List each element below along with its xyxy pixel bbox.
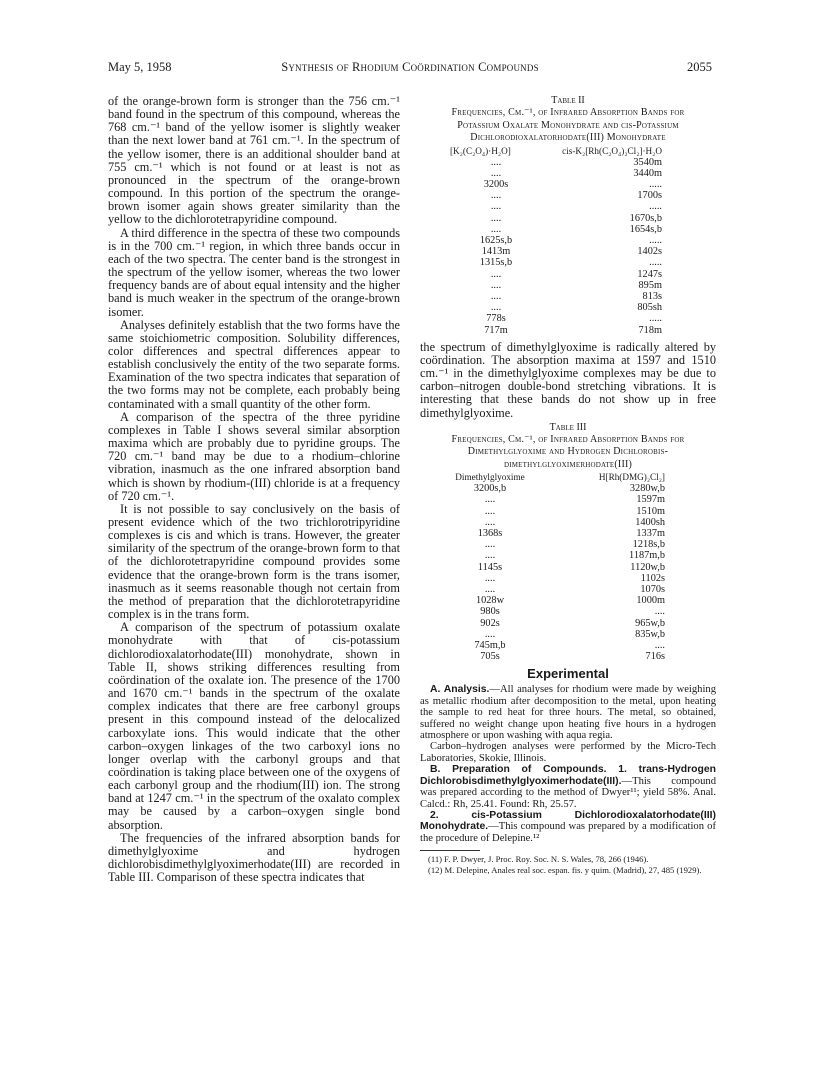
table-row (430, 640, 665, 651)
body-paragraph: of the orange-brown form is stronger than the 756 cm.⁻¹ band found in the spectrum of this compound, whereas the 768 cm.⁻¹ band of the yellow isomer is slightly weaker than the next lower band at 761 cm.⁻¹. In the spectrum of the yellow isomer, there is an additional shoulder band at 755 cm.⁻¹ which is not found or at least is not as pronounced in the spectrum of the orange-brown compound. In this portion of the spectrum the orange-brown isomer again shows greater similarity than the yellow to the dichlorotetrapyridine compound. (108, 94, 400, 227)
preparation-label: B. Preparation of Compounds. 1. trans-Hydrogen Dichlorobisdimethylglyoximerhodate(III). (420, 764, 716, 787)
table-cell: 3280w,b (629, 483, 665, 495)
table-cell: .... (484, 516, 496, 528)
header-title: Synthesis of Rhodium Coördination Compounds (281, 60, 539, 74)
table-cell: .... (484, 539, 496, 551)
preparation-2-label: 2. cis-Potassium Dichlorodioxalatorhodate(III) Monohydrate. (420, 809, 716, 833)
table-3-grid (430, 471, 665, 662)
footnote-divider (420, 850, 480, 851)
left-column (108, 95, 400, 884)
table-cell: 1218s,b (632, 539, 665, 551)
preparation-2-text: —This compound was prepared by a modification of the procedure of Delepine.¹² (420, 821, 716, 844)
table-cell: 745m,b (474, 640, 506, 652)
table-cell: .... (490, 212, 502, 224)
table-cell: .... (490, 156, 502, 168)
table-cell: .... (484, 550, 496, 562)
table-row (430, 528, 665, 539)
table-2 (420, 95, 716, 336)
table-cell: 805sh (637, 302, 662, 314)
table-cell: 1625s,b (479, 234, 513, 246)
table-cell: ..... (649, 313, 662, 325)
table-2-grid (450, 145, 662, 336)
table-row (450, 325, 662, 336)
footnote: (12) M. Delepine, Anales real soc. espan. fis. y quim. (Madrid), 27, 485 (1929). (428, 864, 702, 875)
table-row (430, 629, 665, 640)
table-row (430, 539, 665, 550)
table-cell: 1400sh (635, 516, 665, 528)
table-title-line: Dichlorodioxalatorhodate(III) Monohydrate (470, 132, 666, 143)
table-cell: 965w,b (635, 617, 665, 629)
table-cell: .... (484, 628, 496, 640)
table-cell: 717m (484, 324, 508, 336)
table-cell: 716s (645, 651, 665, 663)
table-row (450, 224, 662, 235)
table-cell: .... (490, 279, 502, 291)
table-row (450, 302, 662, 313)
table-cell: 1670s,b (629, 212, 662, 224)
table-cell: 980s (480, 606, 500, 618)
footnote: (11) F. P. Dwyer, J. Proc. Roy. Soc. N. S. Wales, 78, 266 (1946). (428, 854, 649, 865)
table-cell: 1145s (477, 561, 503, 573)
analysis-text: —All analyses for rhodium were made by weighing as metallic rhodium after decomposition to the metal, upon heating the sample to red heat for three hours. The metal, so obtained, suffered no weight change upon heating five hours in a hydrogen atmosphere or upon washing with aqua regia. (420, 684, 716, 742)
table-cell: 3200s (483, 178, 509, 190)
table-header-row (450, 145, 662, 157)
table-row (450, 291, 662, 302)
experimental-paragraph (420, 684, 716, 741)
table-cell: 895m (638, 279, 662, 291)
table-cell: .... (490, 268, 502, 280)
section-heading: Experimental (527, 666, 609, 682)
body-paragraph: the spectrum of dimethylglyoxime is radically altered by coördination. The absorption maxima at 1597 and 1510 cm.⁻¹ in the dimethylglyoxime complexes may be due to carbon–nitrogen double-bond stretching vibrations. It is interesting that these bands do not show up in free dimethylglyoxime. (420, 339, 716, 420)
preparation-text: —This compound was prepared according to the method of Dwyer¹¹; yield 58%. Anal. Calcd.: Rh, 25.41. Found: Rh, 25.57. (420, 775, 716, 810)
table-row (450, 235, 662, 246)
table-cell: .... (654, 640, 665, 652)
table-cell: 778s (486, 313, 506, 325)
analysis-label: A. Analysis. (430, 684, 490, 696)
table-row (430, 494, 665, 505)
table-row (430, 483, 665, 494)
experimental-paragraph: Carbon–hydrogen analyses were performed by the Micro-Tech Laboratories, Skokie, Illinois. (420, 741, 716, 764)
table-cell: .... (484, 494, 496, 506)
table-row (450, 190, 662, 201)
table-cell: .... (490, 167, 502, 179)
running-header (108, 60, 712, 78)
table-cell: .... (490, 201, 502, 213)
page-number: 2055 (687, 60, 712, 74)
right-column (420, 95, 716, 875)
table-cell: 1315s,b (479, 257, 513, 269)
table-row (450, 179, 662, 190)
table-row (450, 280, 662, 291)
table-row (450, 157, 662, 168)
table-cell: .... (654, 606, 665, 618)
table-cell: 1402s (637, 246, 662, 258)
table-cell: .... (484, 584, 496, 596)
table-title-line: Frequencies, Cm.⁻¹, of Infrared Absorption Bands for (451, 433, 685, 445)
table-3 (420, 422, 716, 663)
table-row (450, 246, 662, 257)
table-cell: 902s (480, 617, 500, 629)
body-paragraph: It is not possible to say conclusively on the basis of present evidence which of the two trichlorotripyridine complexes is cis and which is trans. However, the greater similarity of the spectrum of the orange-brown form to that of the dichlorotetrapyridine compound provides some evidence that the orange-brown form is the trans isomer, inasmuch as it seems reasonable though not certain from the method of preparation that the dichlorotetrapyridine complex is in the trans form. (108, 501, 400, 622)
table-cell: 813s (642, 290, 662, 302)
table-cell: 1368s (477, 528, 503, 539)
table-row (450, 257, 662, 268)
table-row (450, 168, 662, 179)
table-caption: Table III (549, 421, 587, 433)
table-row (450, 269, 662, 280)
table-cell: .... (484, 572, 496, 584)
table-cell: 1187m,b (629, 550, 665, 562)
table-cell: 3440m (633, 167, 662, 179)
body-paragraph: A comparison of the spectra of the three pyridine complexes in Table I shows several similar absorption maxima which are probably due to pyridine groups. The 720 cm.⁻¹ band may be due to a rhodium–chlorine vibration, inasmuch as the one infrared absorption band which is shown by rhodium-(III) chloride is at a frequency of 720 cm.⁻¹. (108, 409, 400, 503)
table-row (430, 651, 665, 662)
header-date: May 5, 1958 (108, 60, 172, 74)
column-header: H[Rh(DMG)₂Cl₂] (598, 472, 665, 483)
table-row (430, 595, 665, 606)
table-cell: 1102s (640, 572, 665, 584)
table-cell: .... (490, 223, 502, 235)
experimental-paragraph (420, 764, 716, 810)
table-cell: 1700s (637, 190, 662, 202)
table-cell: 1654s,b (629, 223, 662, 235)
table-row (430, 606, 665, 617)
table-row (430, 562, 665, 573)
table-cell: 1510m (636, 505, 665, 517)
table-cell: ..... (649, 257, 662, 269)
table-cell: .... (490, 190, 502, 202)
table-caption: Table II (551, 95, 585, 106)
table-title-line: dimethylglyoximerhodate(III) (503, 458, 633, 470)
table-cell: ..... (649, 234, 662, 246)
table-cell: 1028w (475, 595, 505, 607)
table-cell: .... (490, 290, 502, 302)
table-row (450, 201, 662, 212)
table-row (430, 573, 665, 584)
table-cell: 1413m (481, 246, 511, 258)
table-row (450, 313, 662, 324)
table-cell: 835w,b (635, 628, 665, 640)
table-cell: .... (484, 505, 496, 517)
table-row (450, 213, 662, 224)
table-row (430, 550, 665, 561)
table-cell: 3540m (633, 156, 662, 168)
table-cell: ..... (649, 201, 662, 213)
table-cell: 1070s (640, 584, 665, 596)
body-paragraph: The frequencies of the infrared absorption bands for dimethylglyoxime and hydrogen dichlorobisdimethylglyoximerhodate(III) are recorded in Table III. Comparison of these spectra indicates that (108, 830, 400, 885)
table-title-line: Dimethylglyoxime and Hydrogen Dichlorobis- (467, 446, 669, 458)
table-cell: .... (490, 302, 502, 314)
table-header-row (430, 471, 665, 483)
table-cell: 1120w,b (630, 561, 665, 573)
table-title-line: Frequencies, Cm.⁻¹, of Infrared Absorption Bands for (451, 107, 685, 118)
table-cell: ..... (649, 178, 662, 190)
column-header: [K₂(C₂O₄)·H₂O] (450, 145, 511, 156)
body-paragraph: A third difference in the spectra of these two compounds is in the 700 cm.⁻¹ region, in which three bands occur in each of the two spectra. The center band is the strongest in the spectrum of the yellow isomer, whereas the two lower frequency bands are of about equal intensity and the higher band is much weaker in the spectrum of the orange-brown isomer. (108, 225, 400, 319)
table-cell: 1337m (636, 528, 665, 539)
table-cell: 3200s,b (473, 483, 507, 495)
table-row (430, 506, 665, 517)
table-cell: 1597m (636, 494, 665, 506)
table-row (430, 517, 665, 528)
table-title-line: Potassium Oxalate Monohydrate and cis-Potassium (457, 119, 679, 131)
table-cell: 705s (480, 651, 500, 663)
experimental-paragraph (420, 810, 716, 844)
table-cell: 1247s (637, 268, 662, 280)
column-header: cis-K₂[Rh(C₂O₄)₂Cl₂]·H₂O (562, 145, 662, 156)
table-cell: 718m (638, 324, 662, 336)
table-row (430, 618, 665, 629)
table-row (430, 584, 665, 595)
body-paragraph: A comparison of the spectrum of potassium oxalate monohydrate with that of cis-potassium dichlorodioxalatorhodate(III) monohydrate, shown in Table II, shows striking differences resulting from coördination of the oxalate ion. The presence of the 1700 and 1670 cm.⁻¹ bands in the spectrum of the oxalate complex indicates that there are free carbonyl groups present in this compound instead of the delocalized carboxylate ions. This would indicate that the other carbon–oxygen linkages of the two carboxyl ions no longer overlap with the carbonyl groups and that coördination is taking place between one of the oxygens of each carbonyl group and the rhodium(III) ion. The strong band at 1247 cm.⁻¹ in the spectrum of the oxalato complex may be caused by a carbon–oxygen single bond absorption. (108, 620, 400, 832)
table-cell: 1000m (636, 595, 665, 607)
body-paragraph: Analyses definitely establish that the two forms have the same stoichiometric composition. Solubility differences, color differences and spectral differences appear to establish conclusively the entity of the two separate forms. Examination of the two spectra indicates that separation of the two forms may not be complete, each probably being contaminated with a small quantity of the other form. (108, 317, 400, 411)
column-header: Dimethylglyoxime (455, 472, 525, 483)
